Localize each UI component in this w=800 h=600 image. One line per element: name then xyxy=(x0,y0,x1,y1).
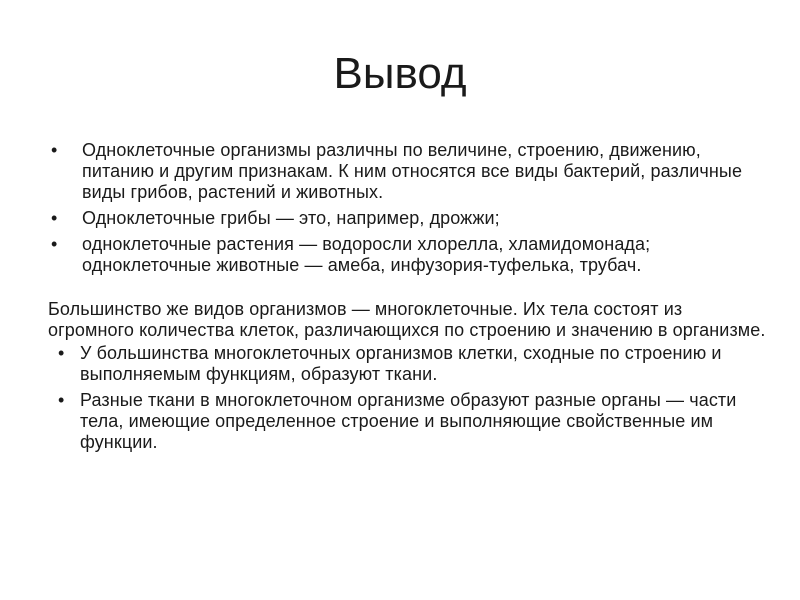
list-item xyxy=(48,390,768,453)
list-item xyxy=(48,234,768,276)
list-item-text: У большинства многоклеточных организмов клетки, сходные по строению и выполняемым функциям, образуют ткани. xyxy=(80,343,722,384)
bullet-icon: • xyxy=(51,208,58,228)
slide-body xyxy=(48,140,768,458)
bullet-icon: • xyxy=(58,343,65,363)
body-paragraph: Большинство же видов организмов — многоклеточные. Их тела состоят из огромного количества клеток, различающихся по строению и значению в организме. xyxy=(48,299,766,340)
slide-title: Вывод xyxy=(333,49,467,98)
list-item xyxy=(48,208,768,229)
bullet-icon: • xyxy=(51,140,58,160)
list-item-text: Одноклеточные организмы различны по величине, строению, движению, питанию и другим признакам. К ним относятся все виды бактерий, различные виды грибов, растений и животных. xyxy=(82,140,743,202)
list-item-text: одноклеточные растения — водоросли хлорелла, хламидомонада; одноклеточные животные — амеба, инфузория-туфелька, трубач. xyxy=(82,234,651,275)
bullet-icon: • xyxy=(58,390,65,410)
bullet-list-second xyxy=(48,343,768,453)
list-item xyxy=(48,140,768,203)
bullet-list-first xyxy=(48,140,768,276)
bullet-icon: • xyxy=(51,234,58,254)
list-item-text: Одноклеточные грибы — это, например, дрожжи; xyxy=(82,208,500,228)
list-item xyxy=(48,343,768,385)
list-item-text: Разные ткани в многоклеточном организме образуют разные органы — части тела, имеющие определенное строение и выполняющие свойственные им функции. xyxy=(80,390,737,452)
